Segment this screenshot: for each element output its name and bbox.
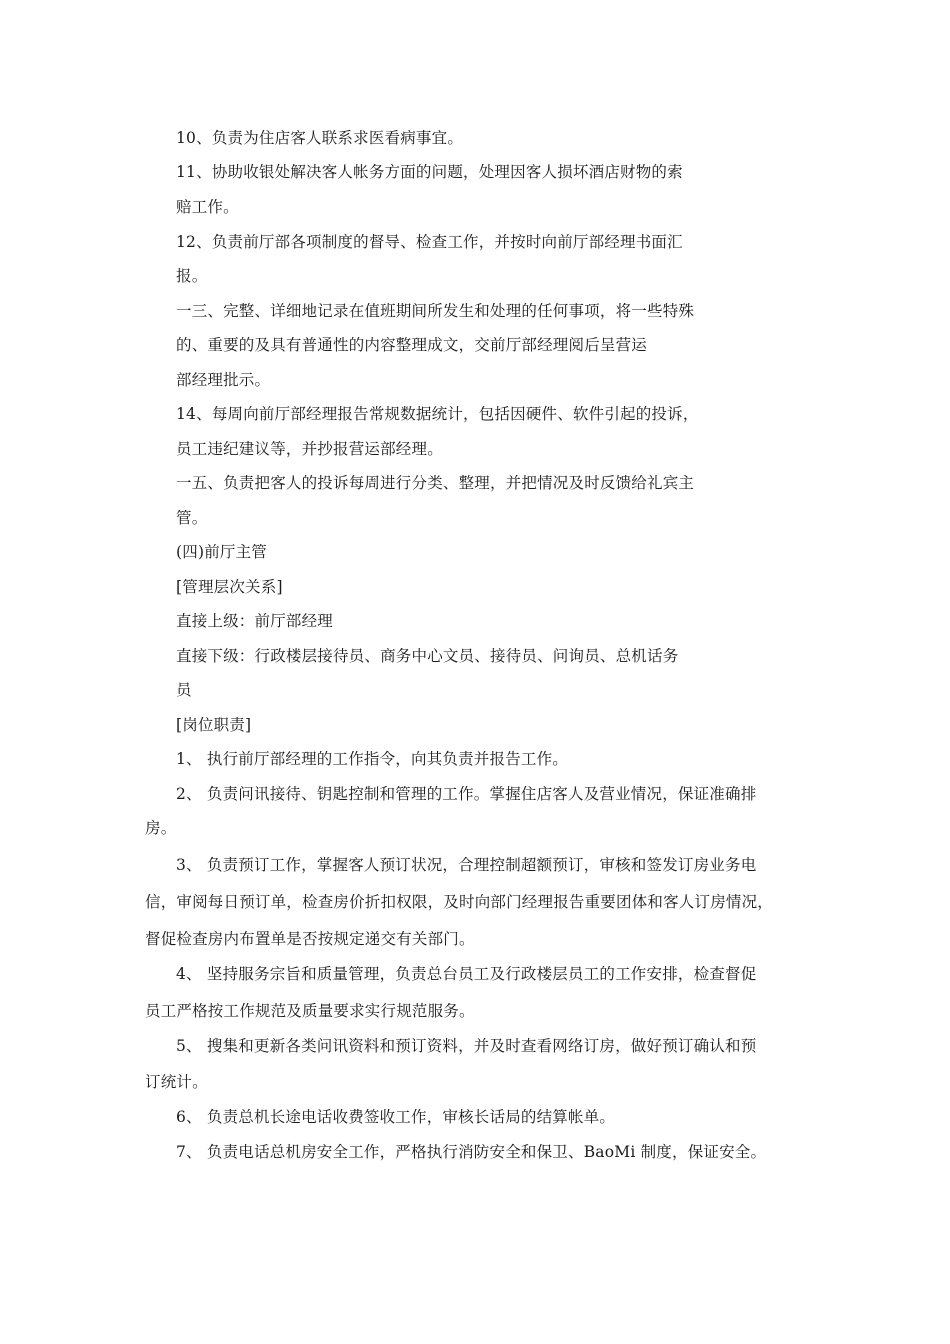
section-heading: (四)前厅主管 (176, 543, 267, 561)
text-line: 11、协助收银处解决客人帐务方面的问题，处理因客人损坏酒店财物的索 (176, 163, 683, 181)
list-item: 6、 负责总机长途电话收费签收工作，审核长话局的结算帐单。 (176, 1108, 616, 1126)
text-line: 部经理批示。 (176, 371, 271, 389)
subsection-heading: [岗位职责] (176, 716, 252, 734)
text-line: 一五、负责把客人的投诉每周进行分类、整理，并把情况及时反馈给礼宾主 (176, 474, 695, 492)
text-line: 直接上级：前厅部经理 (176, 612, 334, 630)
text-line: 员工严格按工作规范及质量要求实行规范服务。 (145, 1002, 475, 1020)
subsection-heading: [管理层次关系] (176, 578, 283, 596)
text-line: 的、重要的及具有普通性的内容整理成文，交前厅部经理阅后呈营运 (176, 336, 648, 354)
text-line: 赔工作。 (176, 198, 239, 216)
text-line: 订统计。 (145, 1073, 208, 1091)
list-item: 2、 负责问讯接待、钥匙控制和管理的工作。掌握住店客人及营业情况，保证准确排 (176, 785, 757, 803)
text-line: 直接下级：行政楼层接待员、商务中心文员、接待员、问询员、总机话务 (176, 647, 679, 665)
text-line: 员 (176, 681, 192, 699)
list-item: 4、 坚持服务宗旨和质量管理，负责总台员工及行政楼层员工的工作安排，检查督促 (176, 965, 757, 983)
text-line: 员工违纪建议等，并抄报营运部经理。 (176, 440, 443, 458)
list-item: 7、 负责电话总机房安全工作，严格执行消防安全和保卫、BaoMi 制度，保证安全。 (176, 1143, 767, 1161)
text-line: 房。 (145, 819, 177, 837)
text-line: 12、负责前厅部各项制度的督导、检查工作，并按时向前厅部经理书面汇 (176, 233, 683, 251)
text-line: 报。 (176, 267, 208, 285)
text-line: 督促检查房内布置单是否按规定递交有关部门。 (145, 930, 475, 948)
list-item: 1、 执行前厅部经理的工作指令，向其负责并报告工作。 (176, 750, 568, 768)
text-line: 管。 (176, 509, 208, 527)
list-item: 3、 负责预订工作，掌握客人预订状况，合理控制超额预订，审核和签发订房业务电 (176, 856, 757, 874)
text-line: 一三、完整、详细地记录在值班期间所发生和处理的任何事项，将一些特殊 (176, 302, 695, 320)
list-item: 5、 搜集和更新各类问讯资料和预订资料，并及时查看网络订房，做好预订确认和预 (176, 1037, 757, 1055)
text-line: 信，审阅每日预订单，检查房价折扣权限，及时向部门经理报告重要团体和客人订房情况， (145, 893, 774, 911)
text-line: 10、负责为住店客人联系求医看病事宜。 (176, 129, 464, 147)
text-line: 14、每周向前厅部经理报告常规数据统计，包括因硬件、软件引起的投诉， (176, 405, 699, 423)
